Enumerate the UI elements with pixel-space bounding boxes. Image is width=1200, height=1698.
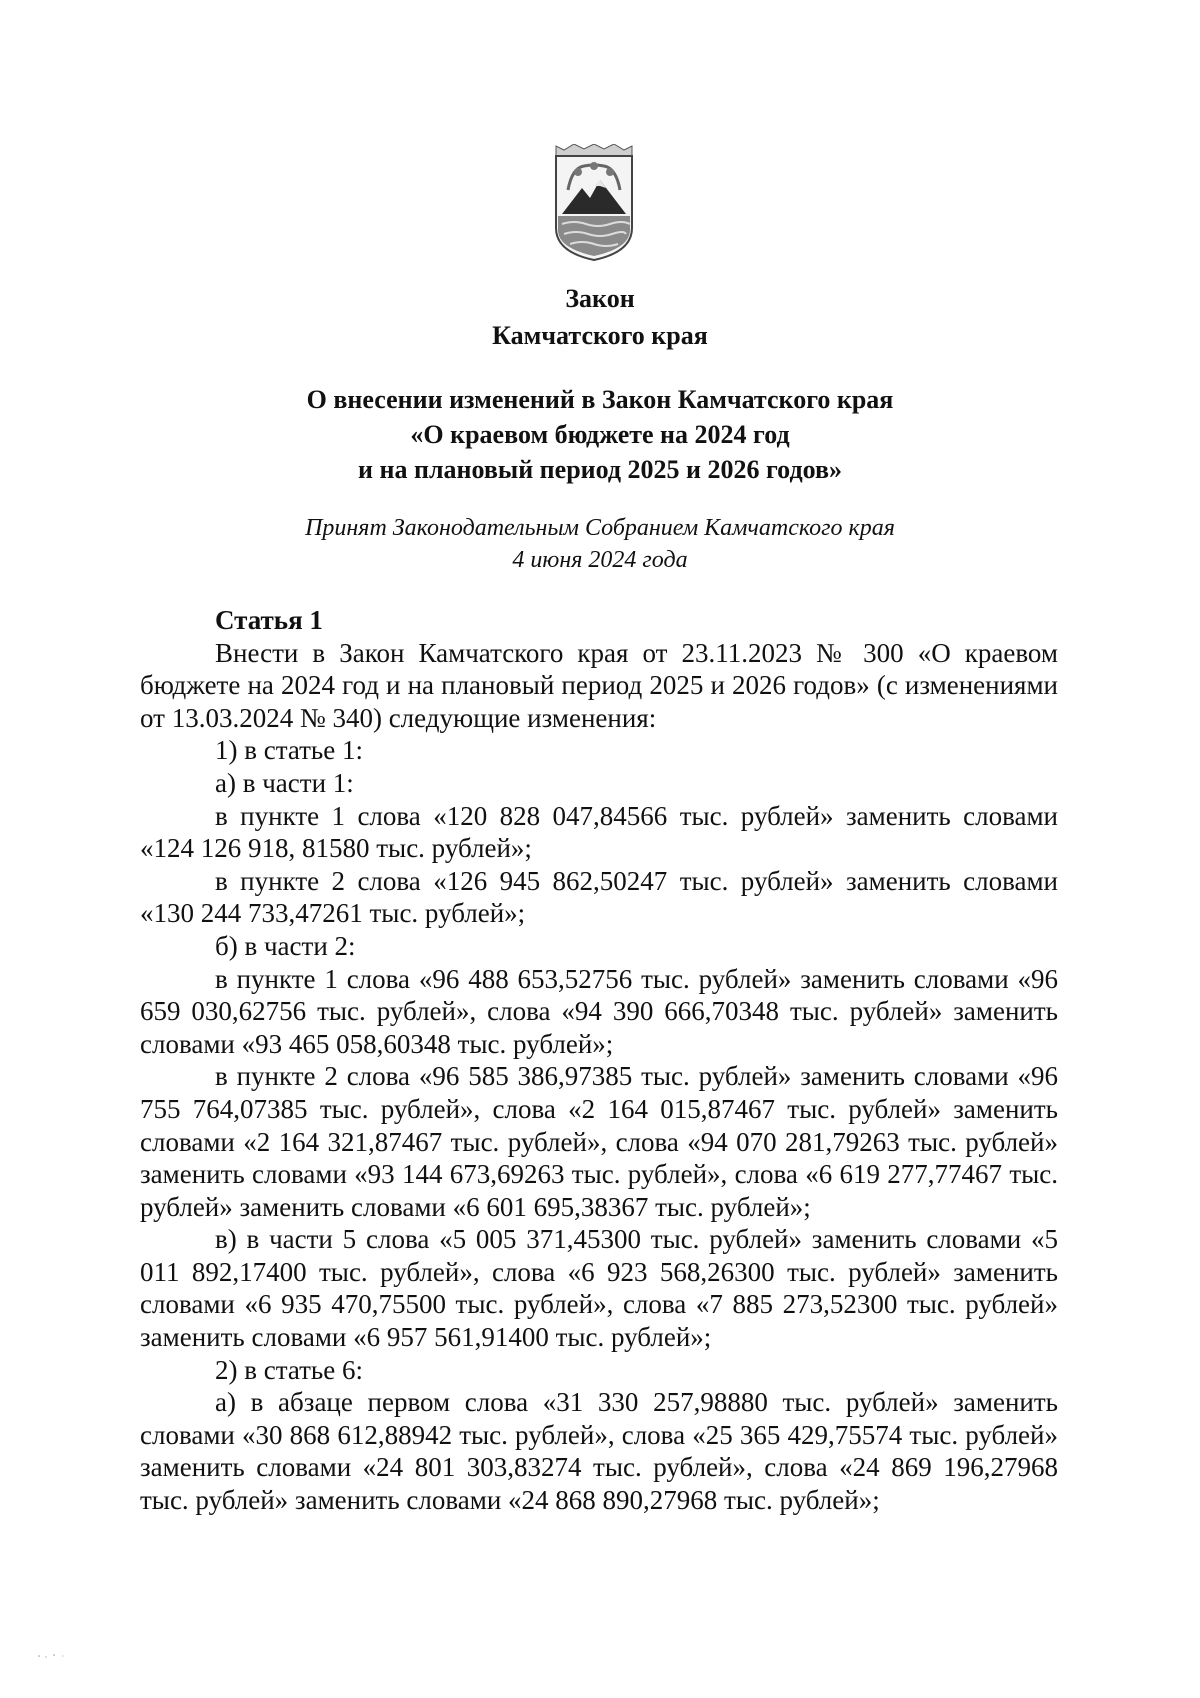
paragraph: в пункте 1 слова «120 828 047,84566 тыс. рублей» заменить словами «124 126 918, 81580 тыс. рублей»;: [140, 800, 1058, 864]
article-body: [140, 604, 1058, 1517]
kamchatka-coat-of-arms-icon: [554, 144, 634, 262]
paragraph: а) в части 1:: [215, 767, 354, 798]
article-heading: Статья 1: [215, 605, 323, 635]
paragraph: в пункте 1 слова «96 488 653,52756 тыс. рублей» заменить словами «96 659 030,62756 тыс. рублей», слова «94 390 666,70348 тыс. рублей» заменить словами «93 465 058,60348 тыс. рублей»;: [140, 963, 1058, 1059]
scan-specks: [36, 1652, 76, 1660]
paragraph: а) в абзаце первом слова «31 330 257,98880 тыс. рублей» заменить словами «30 868 612,88942 тыс. рублей», слова «25 365 429,75574 тыс. рублей» заменить словами «24 801 303,83274 тыс. рублей», слова «24 869 196,27968 тыс. рублей» заменить словами «24 868 890,27968 тыс. рублей»;: [140, 1387, 1058, 1516]
paragraph: в пункте 2 слова «96 585 386,97385 тыс. рублей» заменить словами «96 755 764,07385 тыс. рублей», слова «2 164 015,87467 тыс. рублей» заменить словами «2 164 321,87467 тыс. рублей», слова «94 070 281,79263 тыс. рублей» заменить словами «93 144 673,69263 тыс. рублей», слова «6 619 277,77467 тыс. рублей» заменить словами «6 601 695,38367 тыс. рублей»;: [140, 1061, 1058, 1222]
law-subject-line-1: О внесении изменений в Закон Камчатского края: [306, 385, 894, 414]
paragraph: в) в части 5 слова «5 005 371,45300 тыс. рублей» заменить словами «5 011 892,17400 тыс. рублей», слова «6 923 568,26300 тыс. рублей» заменить словами «6 935 470,75500 тыс. рублей», слова «7 885 273,52300 тыс. рублей» заменить словами «6 957 561,91400 тыс. рублей»;: [140, 1224, 1058, 1353]
adoption-note: [0, 512, 1200, 576]
law-subject: [0, 382, 1200, 487]
adoption-date: 4 июня 2024 года: [512, 547, 688, 573]
law-title-line-2: Камчатского края: [492, 321, 708, 350]
paragraph: 2) в статье 6:: [215, 1354, 363, 1385]
law-subject-line-2: «О краевом бюджете на 2024 год: [410, 420, 790, 449]
paragraph: Внести в Закон Камчатского края от 23.11.2023 № 300 «О краевом бюджете на 2024 год и на плановый период 2025 и 2026 годов» (с изменениями от 13.03.2024 № 340) следующие изменения:: [140, 637, 1058, 733]
law-title-line-1: Закон: [565, 284, 635, 313]
paragraph: 1) в статье 1:: [215, 735, 363, 766]
adoption-note-line-1: Принят Законодательным Собранием Камчатского края: [305, 515, 895, 541]
law-subject-line-3: и на плановый период 2025 и 2026 годов»: [358, 455, 842, 484]
law-title: [0, 280, 1200, 354]
paragraph: б) в части 2:: [215, 930, 356, 961]
paragraph: в пункте 2 слова «126 945 862,50247 тыс. рублей» заменить словами «130 244 733,47261 тыс. рублей»;: [140, 865, 1058, 929]
